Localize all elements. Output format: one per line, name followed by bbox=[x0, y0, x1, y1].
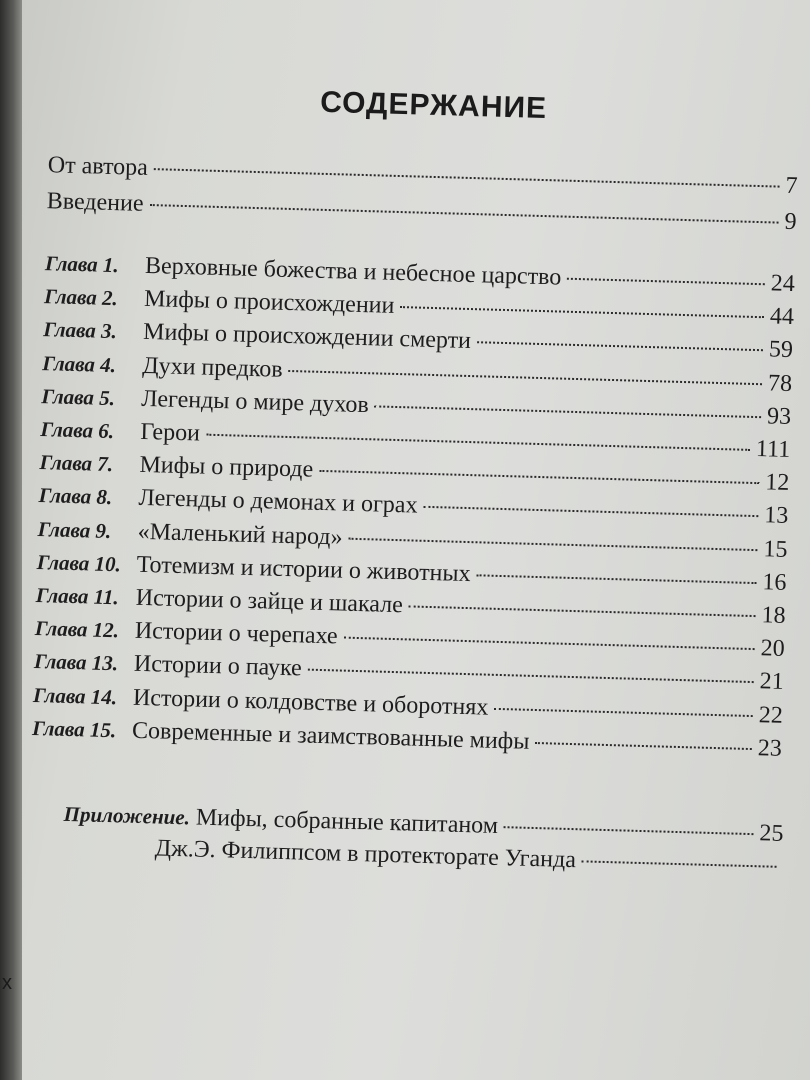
chapter-label: Глава 2. bbox=[43, 284, 119, 311]
dot-leader bbox=[400, 306, 764, 318]
page-number: 21 bbox=[759, 668, 785, 696]
chapter-label: Глава 10. bbox=[36, 549, 122, 577]
dot-leader bbox=[154, 168, 780, 187]
book-page bbox=[22, 0, 810, 1080]
page-number: 111 bbox=[755, 436, 791, 463]
page-number: 24 bbox=[770, 270, 796, 298]
chapter-title: Герои bbox=[140, 418, 201, 447]
table-of-contents bbox=[22, 0, 810, 1080]
page-number: 78 bbox=[767, 369, 793, 397]
page-number: 18 bbox=[761, 602, 786, 629]
page-title: СОДЕРЖАНИЕ bbox=[319, 85, 548, 126]
chapter-title: Легенды о демонах и ограх bbox=[138, 485, 418, 520]
chapter-label: Глава 1. bbox=[44, 251, 120, 278]
chapter-label: Глава 7. bbox=[39, 450, 114, 477]
chapter-label: Глава 13. bbox=[33, 649, 119, 676]
page-number: 93 bbox=[766, 403, 792, 430]
chapter-label: Глава 6. bbox=[40, 417, 115, 444]
page-number: 9 bbox=[784, 208, 797, 236]
chapter-title: Истории о пауке bbox=[133, 651, 303, 682]
dot-leader bbox=[409, 605, 756, 617]
dot-leader bbox=[535, 742, 752, 750]
page-number: 15 bbox=[763, 535, 788, 563]
dot-leader bbox=[206, 434, 750, 451]
chapter-label: Глава 9. bbox=[37, 516, 112, 543]
chapter-title: Современные и заимствованные мифы bbox=[131, 717, 530, 755]
chapter-label: Глава 3. bbox=[42, 317, 118, 344]
dot-leader bbox=[582, 860, 777, 867]
dot-leader bbox=[150, 204, 779, 224]
chapter-title: Мифы о природе bbox=[139, 452, 314, 483]
dot-leader bbox=[344, 637, 755, 650]
dot-leader bbox=[423, 506, 758, 517]
chapter-label: Глава 14. bbox=[32, 682, 118, 709]
chapter-title: Духи предков bbox=[141, 352, 284, 383]
toc-entry-appendix bbox=[62, 801, 784, 885]
dot-leader bbox=[308, 669, 754, 683]
entry-title: Введение bbox=[46, 188, 144, 217]
chapter-title: Тотемизм и истории о животных bbox=[136, 551, 471, 587]
appendix-title-line2: Дж.Э. Филиппсом в протекторате Уганда bbox=[154, 835, 577, 874]
dot-leader bbox=[349, 537, 758, 550]
chapter-label: Глава 12. bbox=[34, 616, 120, 643]
page-number: 23 bbox=[757, 735, 783, 762]
entry-title: От автора bbox=[47, 152, 149, 181]
dot-leader bbox=[494, 707, 753, 716]
dot-leader bbox=[375, 405, 761, 418]
adjacent-page-edge bbox=[0, 0, 22, 1080]
chapter-title: Легенды о мире духов bbox=[141, 385, 370, 419]
chapter-title: Истории о черепахе bbox=[134, 617, 338, 650]
page-number: 12 bbox=[764, 469, 790, 497]
dot-leader bbox=[567, 278, 765, 286]
page-number: 7 bbox=[785, 172, 798, 200]
dot-leader bbox=[477, 574, 757, 584]
appendix-title-line1: Мифы, собранные капитаном bbox=[195, 804, 499, 839]
chapter-title: Истории о колдовстве и оборотнях bbox=[132, 684, 489, 721]
page-number: 59 bbox=[768, 336, 794, 364]
dot-leader bbox=[319, 470, 759, 484]
dot-leader bbox=[477, 342, 763, 352]
appendix-label: Приложение. bbox=[63, 801, 191, 830]
dot-leader bbox=[504, 826, 754, 835]
page-number: 22 bbox=[758, 701, 784, 729]
dot-leader bbox=[289, 370, 762, 385]
chapter-label: Глава 8. bbox=[38, 483, 113, 510]
page-number: 13 bbox=[763, 502, 789, 530]
page-number: 25 bbox=[759, 820, 784, 847]
chapter-label: Глава 15. bbox=[31, 715, 117, 743]
edge-letter: х bbox=[2, 972, 12, 994]
page-number: 16 bbox=[762, 569, 787, 596]
chapter-label: Глава 11. bbox=[35, 583, 120, 610]
chapter-title: Мифы о происхождении bbox=[143, 286, 395, 320]
chapter-title: Истории о зайце и шакале bbox=[135, 584, 404, 619]
chapter-label: Глава 4. bbox=[42, 350, 117, 377]
chapter-title: «Маленький народ» bbox=[137, 518, 343, 551]
chapter-title: Мифы о происхождении смерти bbox=[142, 319, 472, 355]
page-number: 20 bbox=[760, 635, 785, 663]
chapter-label: Глава 5. bbox=[41, 383, 116, 410]
chapter-title: Верховные божества и небесное царство bbox=[144, 252, 562, 291]
page-number: 44 bbox=[769, 303, 795, 331]
